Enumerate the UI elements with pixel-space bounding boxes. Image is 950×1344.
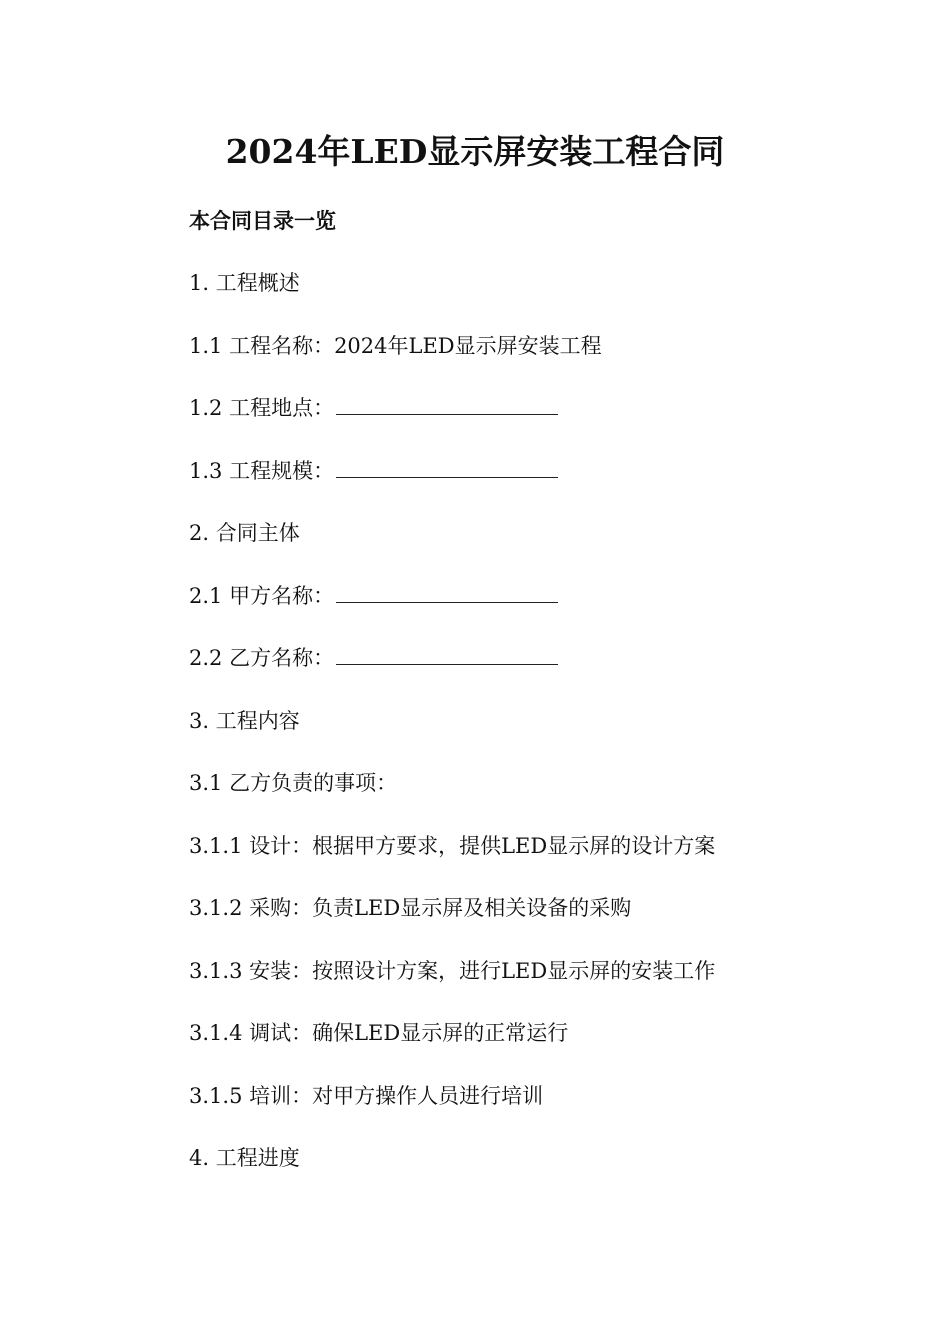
toc-line-text: 3.1 乙方负责的事项： xyxy=(189,771,398,795)
toc-line-text: 3.1.5 培训：对甲方操作人员进行培训 xyxy=(189,1083,544,1108)
toc-line-text: 3.1.4 调试：确保LED显示屏的正常运行 xyxy=(189,1021,569,1045)
fill-in-blank xyxy=(336,601,558,603)
toc-line xyxy=(189,1080,543,1112)
toc-line xyxy=(189,1142,300,1174)
toc-line xyxy=(189,705,300,737)
toc-line xyxy=(189,892,631,924)
toc-heading: 本合同目录一览 xyxy=(189,208,336,233)
toc-line xyxy=(189,767,397,799)
document-title: 2024年LED显示屏安装工程合同 xyxy=(225,132,725,171)
toc-line xyxy=(189,455,558,487)
fill-in-blank xyxy=(336,663,558,665)
toc-line-text: 1. 工程概述 xyxy=(189,271,300,295)
toc-line xyxy=(189,267,300,299)
toc-line-text: 1.3 工程规模： xyxy=(189,458,335,483)
toc-line-text: 2.1 甲方名称： xyxy=(189,583,335,608)
toc-line xyxy=(189,642,558,674)
toc-line xyxy=(189,955,715,987)
toc-line-text: 3.1.1 设计：根据甲方要求，提供LED显示屏的设计方案 xyxy=(189,833,716,858)
fill-in-blank xyxy=(336,413,558,415)
toc-line xyxy=(189,580,558,612)
toc-line-text: 4. 工程进度 xyxy=(189,1146,300,1170)
toc-line xyxy=(189,517,300,549)
fill-in-blank xyxy=(336,476,558,478)
toc-line-text: 3.1.2 采购：负责LED显示屏及相关设备的采购 xyxy=(189,896,632,920)
toc-line xyxy=(189,392,558,424)
toc-line-text: 1.2 工程地点： xyxy=(189,396,335,420)
toc-line-text: 3.1.3 安装：按照设计方案，进行LED显示屏的安装工作 xyxy=(189,958,716,983)
toc-line xyxy=(189,830,715,862)
toc-line-text: 3. 工程内容 xyxy=(189,708,300,733)
toc-line-text: 2.2 乙方名称： xyxy=(189,646,335,670)
toc-line xyxy=(189,330,602,362)
toc-line-text: 2. 合同主体 xyxy=(189,521,300,545)
toc-line xyxy=(189,1017,568,1049)
toc-line-text: 1.1 工程名称：2024年LED显示屏安装工程 xyxy=(189,333,602,358)
